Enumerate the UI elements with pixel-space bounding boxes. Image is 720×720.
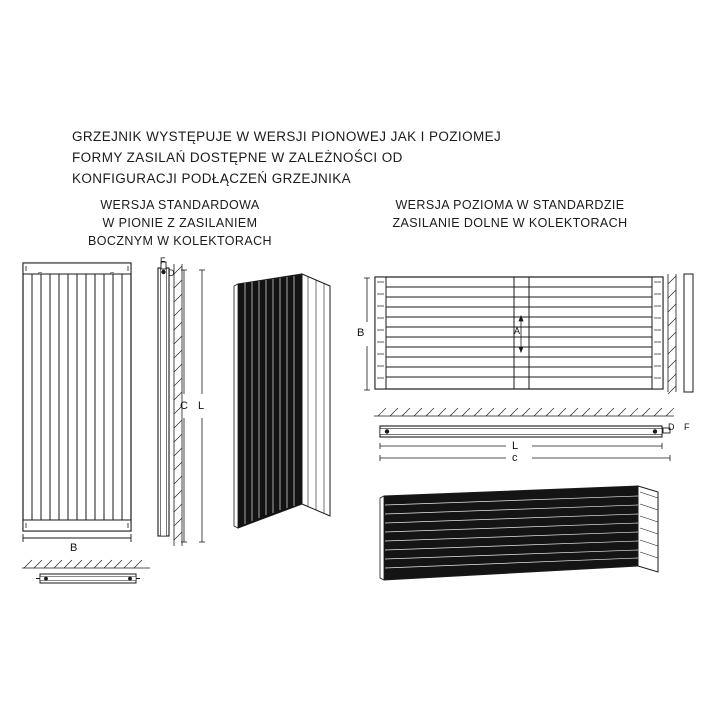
- label-vertical-F: F: [160, 256, 166, 266]
- label-horizontal-D: D: [668, 422, 675, 432]
- horizontal-radiator-front-view: [374, 276, 664, 394]
- caption-left-line-3: BOCZNYM W KOLEKTORACH: [88, 234, 272, 248]
- label-vertical-width-B: B: [70, 542, 78, 554]
- vertical-floor-detail: [22, 558, 150, 592]
- vertical-front-mark-top-right: ⌐: [110, 268, 115, 277]
- horizontal-wall-hatch-right: [666, 270, 702, 396]
- label-horizontal-height-B: B: [357, 327, 365, 339]
- label-vertical-L: L: [198, 400, 205, 412]
- caption-left-line-1: WERSJA STANDARDOWA: [100, 198, 260, 212]
- horizontal-radiator-top-view: [374, 404, 674, 464]
- intro-text-block: [72, 126, 592, 189]
- label-horizontal-L: L: [512, 440, 519, 452]
- label-horizontal-A: A: [514, 326, 521, 336]
- vertical-radiator-perspective-view: [232, 272, 334, 544]
- caption-vertical-version: [60, 196, 300, 250]
- intro-line-3: KONFIGURACJI PODŁĄCZEŃ GRZEJNIKA: [72, 171, 352, 186]
- label-vertical-D: D: [168, 268, 175, 278]
- intro-line-1: GRZEJNIK WYSTĘPUJE W WERSJI PIONOWEJ JAK I POZIOMEJ: [72, 129, 502, 144]
- caption-right-line-2: ZASILANIE DOLNE W KOLEKTORACH: [392, 216, 628, 230]
- caption-horizontal-version: [370, 196, 650, 232]
- vertical-front-mark-top-left: ⌐: [38, 268, 43, 277]
- label-horizontal-F: F: [684, 422, 690, 432]
- horizontal-radiator-perspective-view: [376, 480, 666, 588]
- intro-line-2: FORMY ZASILAŃ DOSTĘPNE W ZALEŻNOŚCI OD: [72, 150, 403, 165]
- label-horizontal-c: c: [512, 452, 518, 464]
- caption-right-line-1: WERSJA POZIOMA W STANDARDZIE: [395, 198, 625, 212]
- label-vertical-C: C: [180, 400, 189, 412]
- caption-left-line-2: W PIONIE Z ZASILANIEM: [102, 216, 258, 230]
- vertical-radiator-front-view: [22, 262, 132, 554]
- vertical-dimension-lines-CL: [176, 266, 216, 546]
